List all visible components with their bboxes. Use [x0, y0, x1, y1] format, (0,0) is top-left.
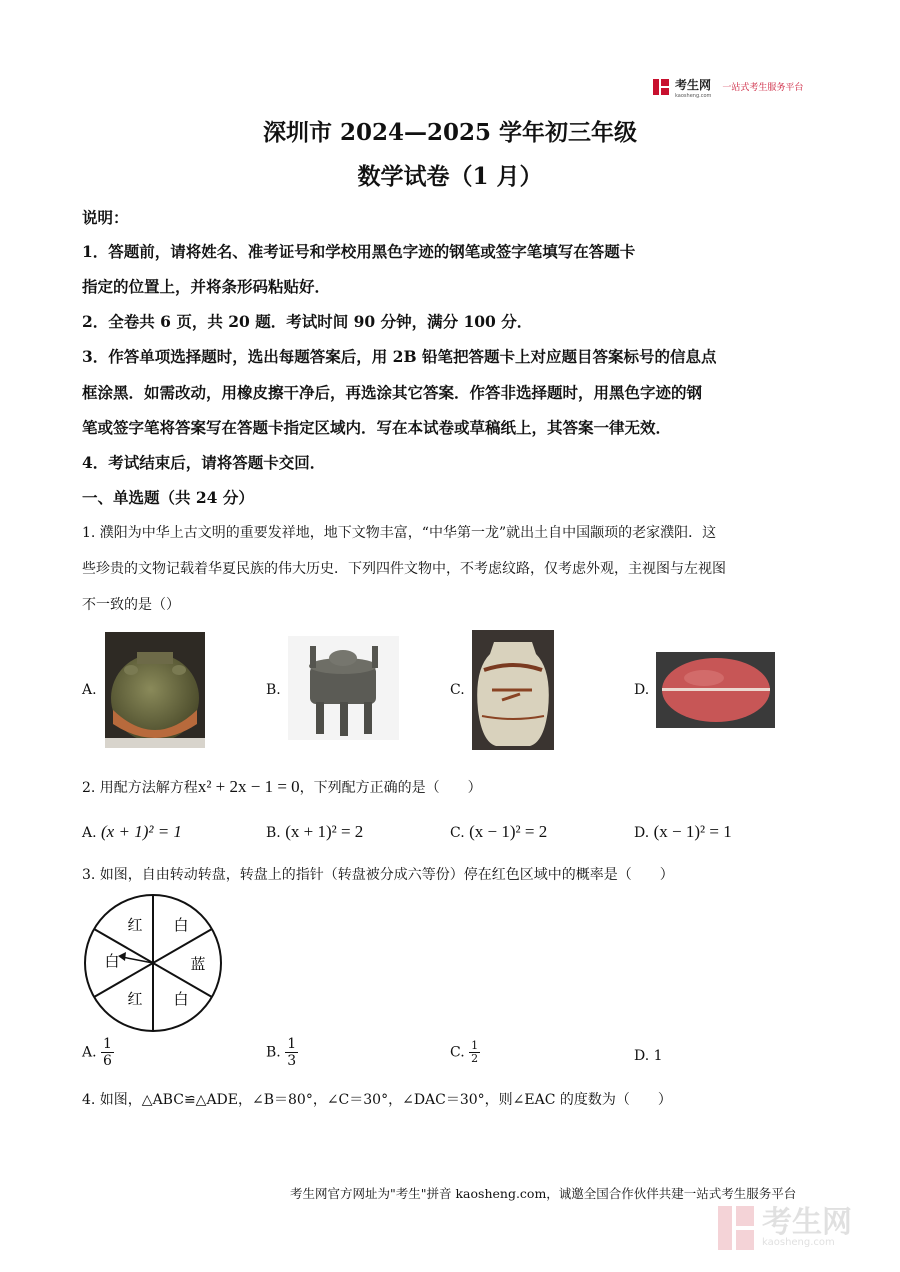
kaosheng-logo-icon — [652, 78, 670, 96]
section-heading: 一、单选题（共 24 分） — [82, 488, 254, 507]
logo-tagline: 一站式考生服务平台 — [722, 83, 804, 93]
watermark-name: 考生网 — [762, 1204, 852, 1240]
q1-option-c-label: C. — [450, 682, 465, 698]
q1-line3: 不一致的是（） — [82, 597, 180, 613]
q2-option-a — [82, 822, 182, 842]
q2-option-a-expr: (x + 1)² = 1 — [101, 822, 182, 841]
q2-option-b-expr: (x + 1)² = 2 — [285, 822, 364, 841]
q1-option-b-label: B. — [266, 682, 281, 698]
q3-option-c-fraction: $\frac{1}{2}$ — [471, 1039, 479, 1065]
q2-option-c-expr: (x − 1)² = 2 — [469, 822, 548, 841]
page-subtitle: 数学试卷（1 月） — [357, 163, 543, 190]
sector-top-left: 红 — [127, 916, 143, 934]
q2-option-d — [634, 822, 732, 842]
watermark-logo-icon — [716, 1204, 756, 1252]
q4-stem: 4. 如图，△ABC≌△ADE，∠B＝80°，∠C＝30°，∠DAC＝30°，则∠EAC 的度数为（ ） — [82, 1092, 672, 1108]
q1-option-a-label: A. — [82, 682, 97, 698]
q1-option-d-label: D. — [634, 682, 650, 698]
q2-equation: x² + 2x − 1 = 0 — [197, 777, 300, 796]
spinner-diagram — [82, 892, 224, 1034]
q3-option-b-label: B. — [266, 1044, 281, 1061]
q1-line1: 1. 濮阳为中华上古文明的重要发祥地，地下文物丰富，“中华第一龙”就出土自中国颛顼的老家濮阳．这 — [82, 525, 717, 541]
artifact-box-image — [656, 652, 775, 728]
q2-option-b — [266, 822, 363, 842]
instruction-3c: 笔或签字笔将答案写在答题卡指定区域内．写在本试卷或草稿纸上，其答案一律无效． — [82, 418, 672, 437]
q3-option-b-fraction: $\frac{1}{3}$ — [287, 1036, 297, 1069]
footer-text: 考生网官方网址为"考生"拼音 kaosheng.com，诚邀全国合作伙伴共建一站式考生服务平台 — [290, 1186, 797, 1201]
instruction-1a: 1．答题前，请将姓名、准考证号和学校用黑色字迹的钢笔或签字笔填写在答题卡 — [82, 242, 636, 261]
artifact-tripod-image — [288, 636, 399, 740]
q3-option-a — [82, 1036, 114, 1069]
sector-bottom-left: 红 — [127, 990, 143, 1008]
q2-stem-pre: 2. 用配方法解方程 — [82, 780, 198, 796]
logo-name: 考生网 — [675, 78, 712, 92]
logo-domain: kaosheng.com — [675, 93, 712, 99]
q3-option-c — [450, 1040, 480, 1065]
q2-option-a-label: A. — [82, 825, 97, 841]
q2-option-c-label: C. — [450, 825, 465, 841]
instruction-1b: 指定的位置上，并将条形码粘贴好． — [82, 277, 331, 296]
sector-bottom-right: 白 — [173, 990, 189, 1008]
instruction-3b: 框涂黑．如需改动，用橡皮擦干净后，再选涂其它答案．作答非选择题时，用黑色字迹的钢 — [82, 383, 703, 402]
header-logo — [652, 74, 803, 99]
q3-option-a-label: A. — [82, 1044, 97, 1061]
instruction-4: 4．考试结束后，请将答题卡交回． — [82, 453, 326, 472]
instruction-2: 2．全卷共 6 页，共 20 题．考试时间 90 分钟，满分 100 分． — [82, 312, 533, 331]
q2-stem — [82, 777, 482, 797]
q2-option-b-label: B. — [266, 825, 281, 841]
watermark-domain: kaosheng.com — [762, 1236, 835, 1248]
q3-option-c-label: C. — [450, 1044, 465, 1061]
artifact-jar-image — [105, 632, 205, 748]
q3-option-b — [266, 1036, 298, 1069]
q2-option-d-label: D. — [634, 825, 650, 841]
q2-option-c — [450, 822, 547, 842]
instructions-heading: 说明： — [82, 208, 129, 227]
q3-stem: 3. 如图，自由转动转盘，转盘上的指针（转盘被分成六等份）停在红色区域中的概率是（ ） — [82, 867, 674, 883]
instruction-3a: 3．作答单项选择题时，选出每题答案后，用 2B 铅笔把答题卡上对应题目答案标号的信息点 — [82, 347, 717, 366]
sector-right: 蓝 — [190, 955, 206, 973]
q2-stem-post: ，下列配方正确的是（ ） — [299, 780, 482, 796]
sector-left: 白 — [104, 952, 120, 970]
q3-option-d: D. 1 — [634, 1048, 663, 1064]
watermark — [716, 1204, 852, 1252]
q2-option-d-expr: (x − 1)² = 1 — [653, 822, 732, 841]
artifact-vase-image — [472, 630, 554, 750]
q1-line2: 些珍贵的文物记载着华夏民族的伟大历史．下列四件文物中，不考虑纹路，仅考虑外观，主视图与左视图 — [82, 561, 726, 577]
page-title: 深圳市 2024—2025 学年初三年级 — [262, 119, 638, 146]
sector-top-right: 白 — [173, 916, 189, 934]
q3-option-a-fraction: $\frac{1}{6}$ — [103, 1036, 112, 1069]
